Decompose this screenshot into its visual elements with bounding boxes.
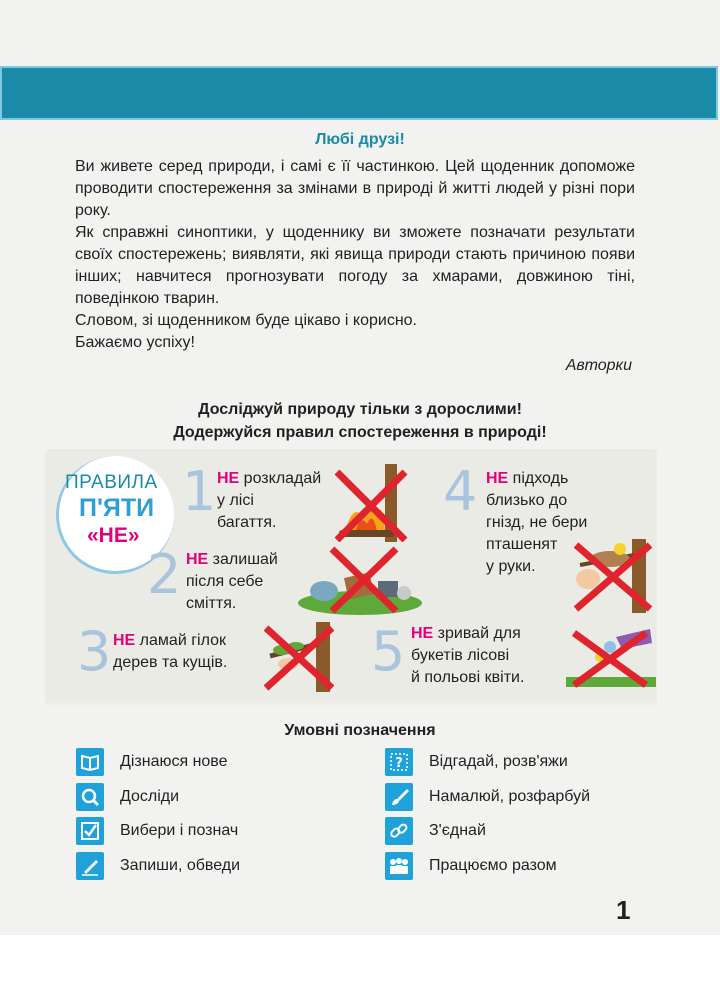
rule-text	[113, 630, 227, 674]
rule-line: гнізд, не бери	[486, 514, 588, 531]
rule-line: дерев та кущів.	[113, 654, 228, 671]
legend-item	[385, 852, 557, 880]
legend-label: Дізнаюся нове	[120, 753, 228, 770]
rule-line: розкладай	[239, 470, 322, 487]
page-number: 1	[616, 895, 631, 925]
ne-word: НЕ	[411, 625, 434, 642]
litter-icon	[296, 545, 424, 615]
campfire-icon	[325, 462, 415, 542]
rule-text	[411, 623, 524, 689]
legend-item	[385, 817, 486, 845]
header-banner	[0, 66, 718, 120]
badge-line: П'ЯТИ	[79, 494, 155, 522]
legend-item	[76, 817, 238, 845]
legend-label: Запиши, обведи	[120, 857, 241, 874]
intro-paragraph: Ви живете серед природи, і самі є її частинкою. Цей щоденник допоможе проводити спостереження за змінами в природі й житті людей у різні пори року.	[75, 158, 635, 219]
badge-line: «НЕ»	[87, 524, 140, 547]
rule-text	[217, 468, 321, 534]
rule-line: сміття.	[186, 595, 237, 612]
picked-flowers-icon	[566, 627, 656, 689]
rule-line: залишай	[208, 551, 278, 568]
badge-line: ПРАВИЛА	[65, 472, 158, 493]
legend-item	[385, 748, 568, 776]
ne-word: НЕ	[217, 470, 240, 487]
ne-word: НЕ	[186, 551, 209, 568]
rule-line: підходь	[508, 470, 569, 487]
legend-label: Досліди	[120, 788, 180, 805]
rule-number: 3	[77, 620, 112, 683]
intro-paragraph: Як справжні синоптики, у щоденнику ви зможете позначати результати своїх спостережень; виявляти, які явища природи стають причиною появи інших; навчитеся прогнозувати погоду за хмарами, довжиною тіні, поведінкою тварин.	[75, 224, 635, 307]
intro-paragraph: Бажаємо успіху!	[75, 334, 195, 351]
ne-word: НЕ	[113, 632, 136, 649]
legend-label: З'єднай	[429, 822, 486, 839]
headline-line: Досліджуй природу тільки з дорослими!	[198, 401, 522, 418]
intro-paragraph: Словом, зі щоденником буде цікаво і корисно.	[75, 312, 417, 329]
rule-line: й польові квіти.	[411, 669, 525, 686]
legend-item	[76, 783, 179, 811]
nest-icon	[570, 535, 658, 613]
rule-line: у лісі	[217, 492, 254, 509]
legend-label: Намалюй, розфарбуй	[429, 788, 590, 805]
legend-label: Відгадай, розв'яжи	[429, 753, 568, 770]
rule-number: 1	[182, 460, 217, 523]
question-icon	[385, 748, 413, 776]
rule-line: після себе	[186, 573, 264, 590]
greeting-heading: Любі друзі!	[315, 131, 405, 148]
rule-line: багаття.	[217, 514, 277, 531]
brush-icon	[385, 783, 413, 811]
rule-line: букетів лісові	[411, 647, 510, 664]
rule-line: пташенят	[486, 536, 558, 553]
rule-line: ламай гілок	[135, 632, 226, 649]
rule-line: зривай для	[433, 625, 521, 642]
legend-title: Умовні позначення	[284, 722, 436, 739]
link-icon	[385, 817, 413, 845]
legend-label: Вибери і познач	[120, 822, 239, 839]
checkbox-icon	[76, 817, 104, 845]
magnifier-icon	[76, 783, 104, 811]
safety-headline	[0, 398, 720, 444]
rule-number: 2	[147, 543, 182, 606]
svg-text:?: ?	[395, 756, 403, 771]
intro-text	[75, 156, 635, 354]
legend-item	[76, 748, 228, 776]
headline-line: Додержуйся правил спостереження в природі!	[173, 424, 547, 441]
legend-label: Працюємо разом	[429, 857, 557, 874]
ne-word: НЕ	[486, 470, 509, 487]
rule-text	[186, 549, 278, 615]
rule-line: у руки.	[486, 558, 536, 575]
authors-signature: Авторки	[565, 357, 632, 374]
rule-line: близько до	[486, 492, 568, 509]
book-icon	[76, 748, 104, 776]
people-icon	[385, 852, 413, 880]
pen-icon	[76, 852, 104, 880]
rule-number: 4	[443, 460, 478, 523]
legend-item	[76, 852, 240, 880]
broken-branch-icon	[262, 620, 342, 692]
rule-number: 5	[371, 620, 406, 683]
legend-item	[385, 783, 590, 811]
